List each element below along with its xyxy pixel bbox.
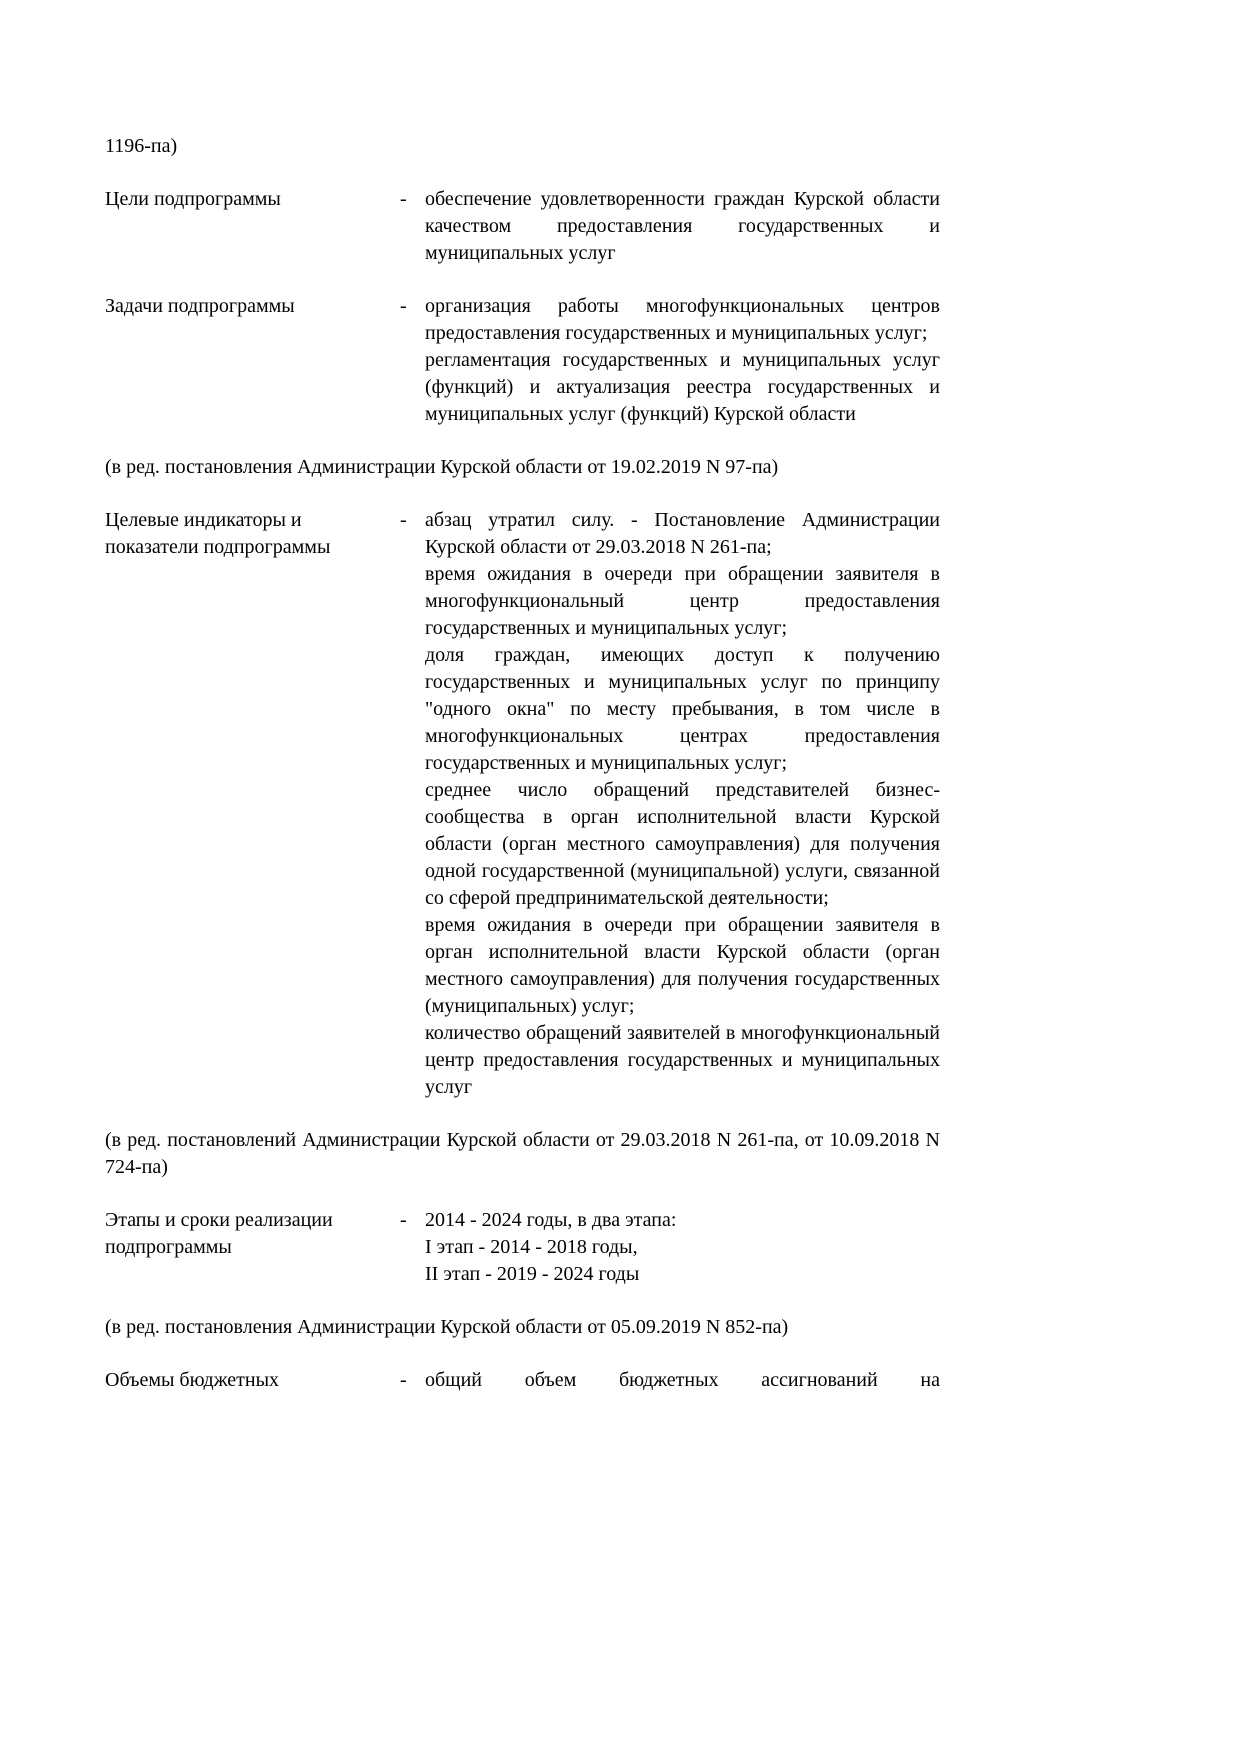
row-dash: - <box>400 1209 407 1231</box>
row-budget <box>105 1367 940 1394</box>
content-paragraph: регламентация государственных и муниципальных услуг (функций) и актуализация реестра государственных и муниципальных услуг (функций) Курской области <box>425 349 940 425</box>
amendment-note-2: (в ред. постановлений Администрации Курской области от 29.03.2018 N 261-па, от 10.09.2018 N 724-па) <box>105 1129 940 1178</box>
leading-line: 1196-па) <box>105 135 178 157</box>
row-dash: - <box>400 509 407 531</box>
row-stages <box>105 1207 940 1288</box>
amendment-note-1: (в ред. постановления Администрации Курской области от 19.02.2019 N 97-па) <box>105 456 779 478</box>
content-paragraph: общий объем бюджетных ассигнований на <box>425 1369 940 1391</box>
row-goals <box>105 186 940 267</box>
row-label: Целевые индикаторы и показатели подпрограммы <box>105 509 331 558</box>
content-paragraph: обеспечение удовлетворенности граждан Курской области качеством предоставления государственных и муниципальных услуг <box>425 188 940 264</box>
content-paragraph: доля граждан, имеющих доступ к получению государственных и муниципальных услуг по принципу "одного окна" по месту пребывания, в том числе в многофункциональных центрах предоставления государственных и муниципальных услуг; <box>425 644 940 774</box>
row-content <box>425 293 940 428</box>
row-content <box>425 1207 940 1288</box>
content-paragraph: I этап - 2014 - 2018 годы, <box>425 1236 638 1258</box>
row-dash: - <box>400 1369 407 1391</box>
row-indicators <box>105 507 940 1101</box>
content-paragraph: абзац утратил силу. - Постановление Администрации Курской области от 29.03.2018 N 261-па; <box>425 509 940 558</box>
row-dash: - <box>400 188 407 210</box>
content-paragraph: среднее число обращений представителей бизнес-сообщества в орган исполнительной власти Курской области (орган местного самоуправления) для получения одной государственной (муниципальной) услуги, связанной со сферой предпринимательской деятельности; <box>425 779 940 909</box>
row-tasks <box>105 293 940 428</box>
content-paragraph: количество обращений заявителей в многофункциональный центр предоставления государственных и муниципальных услуг <box>425 1022 940 1098</box>
row-label: Цели подпрограммы <box>105 188 281 210</box>
content-paragraph: время ожидания в очереди при обращении заявителя в орган исполнительной власти Курской области (орган местного самоуправления) для получения государственных (муниципальных) услуг; <box>425 914 940 1017</box>
row-label: Этапы и сроки реализации подпрограммы <box>105 1209 333 1258</box>
content-paragraph: 2014 - 2024 годы, в два этапа: <box>425 1209 677 1231</box>
row-label: Задачи подпрограммы <box>105 295 295 317</box>
row-content <box>425 1367 940 1394</box>
row-dash: - <box>400 295 407 317</box>
content-paragraph: время ожидания в очереди при обращении заявителя в многофункциональный центр предоставления государственных и муниципальных услуг; <box>425 563 940 639</box>
row-content <box>425 507 940 1101</box>
row-label: Объемы бюджетных <box>105 1369 280 1391</box>
amendment-note-3: (в ред. постановления Администрации Курской области от 05.09.2019 N 852-па) <box>105 1316 789 1338</box>
content-paragraph: II этап - 2019 - 2024 годы <box>425 1263 640 1285</box>
row-content <box>425 186 940 267</box>
content-paragraph: организация работы многофункциональных центров предоставления государственных и муниципальных услуг; <box>425 295 940 344</box>
